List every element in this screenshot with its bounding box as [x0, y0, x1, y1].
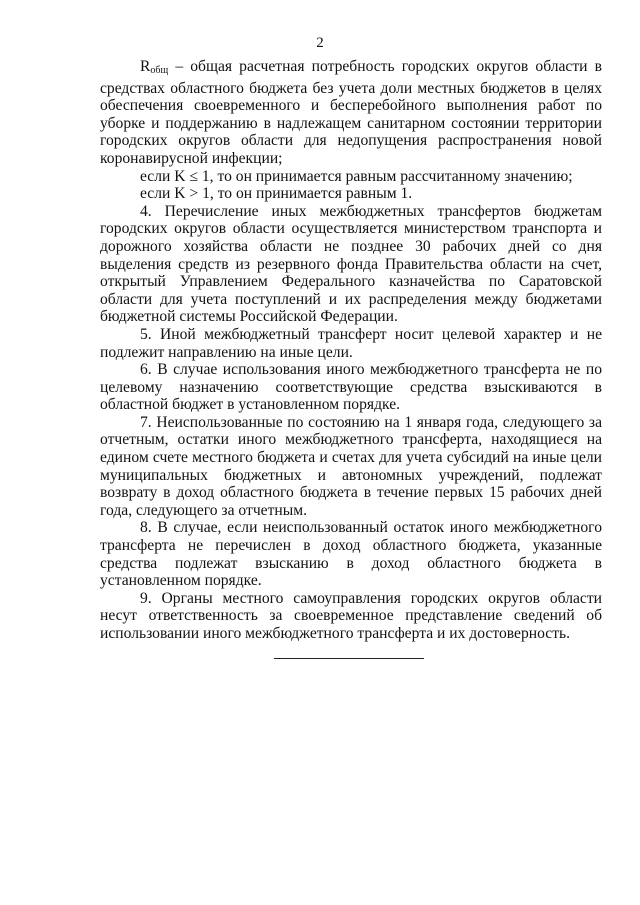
condition-gt-one: если K > 1, то он принимается равным 1.: [140, 185, 413, 203]
definition-symbol: R: [140, 58, 151, 75]
document-body: [100, 58, 602, 643]
condition-le-one: если K ≤ 1, то он принимается равным рассчитанному значению;: [140, 167, 573, 185]
definition-paragraph: [100, 58, 602, 168]
paragraph-5: 5. Иной межбюджетный трансферт носит целевой характер и не подлежит направлению на иные цели.: [100, 325, 602, 361]
paragraph-7: 7. Неиспользованные по состоянию на 1 января года, следующего за отчетным, остатки иного межбюджетного трансферта, находящиеся на едином счете местного бюджета и счетах для учета субсидий на иные цели муниципальных бюджетных и автономных учреждений, подлежат возврату в доход областного бюджета в течение первых 15 рабочих дней года, следующего за отчетным.: [100, 413, 602, 519]
page-number: 2: [316, 35, 324, 51]
paragraph-9: 9. Органы местного самоуправления городских округов области несут ответственность за своевременное представление сведений об использовании иного межбюджетного трансферта и их достоверность.: [100, 589, 602, 642]
paragraph-4: 4. Перечисление иных межбюджетных трансфертов бюджетам городских округов области осуществляется министерством транспорта и дорожного хозяйства области не позднее 30 рабочих дней со дня выделения средств из резервного фонда Правительства области на счет, открытый Управлением Федерального казначейства по Саратовской области для учета поступлений и их распределения между бюджетами бюджетной системы Российской Федерации.: [100, 202, 602, 326]
end-separator-line: [274, 658, 424, 659]
paragraph-6: 6. В случае использования иного межбюджетного трансферта не по целевому назначению соответствующие средства взыскиваются в областной бюджет в установленном порядке.: [100, 361, 602, 414]
definition-text: – общая расчетная потребность городских округов области в средствах областного бюджета без учета доли местных бюджетов в целях обеспечения своевременного и бесперебойного выполнения работ по уборке и поддержанию в надлежащем санитарном состоянии территории городских округов области для недопущения распространения новой коронавирусной инфекции;: [100, 58, 602, 167]
paragraph-8: 8. В случае, если неиспользованный остаток иного межбюджетного трансферта не перечислен в доход областного бюджета, указанные средства подлежат взысканию в доход областного бюджета в установленном порядке.: [100, 519, 602, 590]
definition-subscript: общ: [150, 65, 169, 76]
